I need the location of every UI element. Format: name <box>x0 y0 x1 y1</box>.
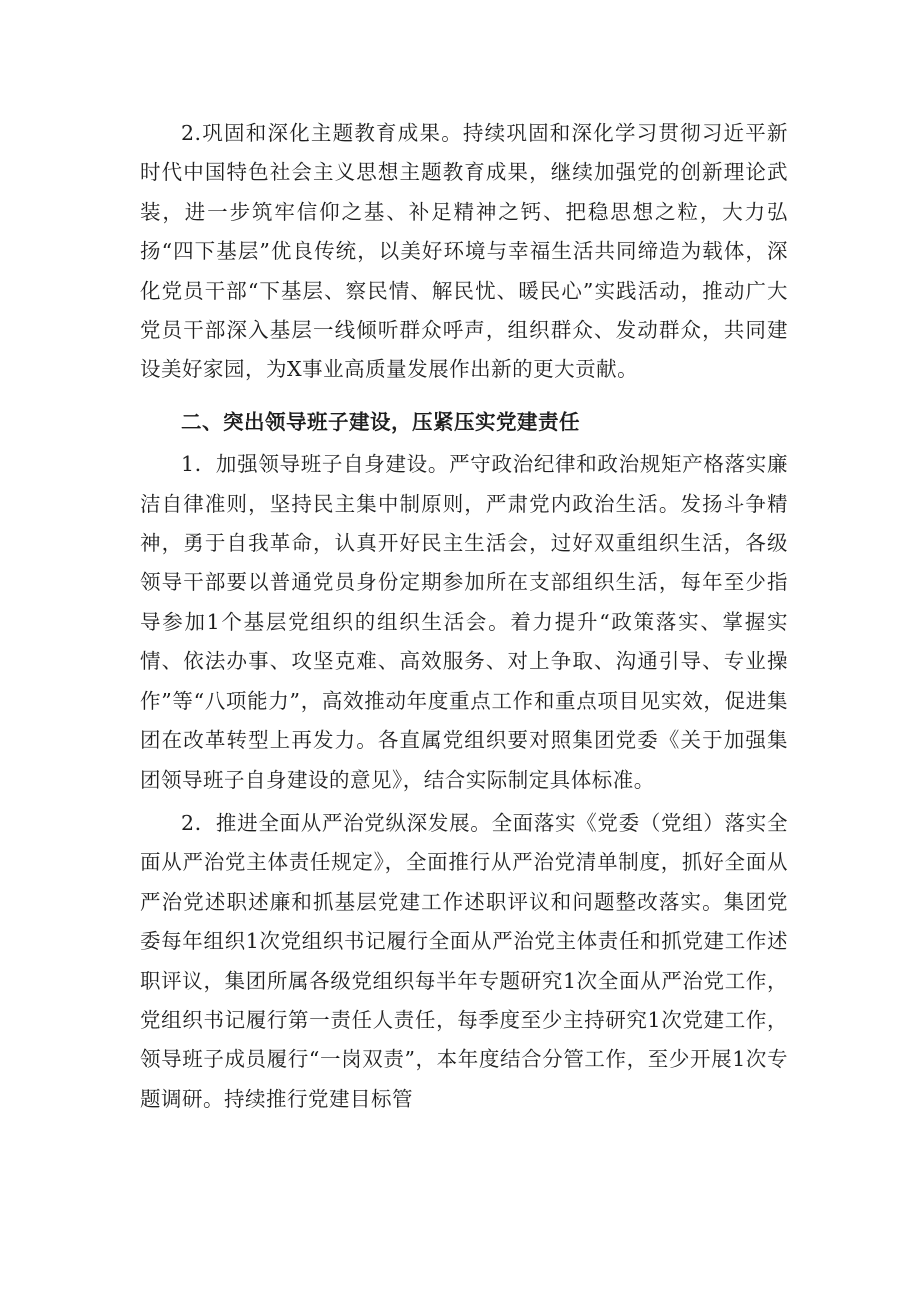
paragraph-leadership-building: 1．加强领导班子自身建设。严守政治纪律和政治规矩产格落实廉洁自律准则，坚持民主集中制原则，严肃党内政治生活。发扬斗争精神，勇于自我革命，认真开好民主生活会，过好双重组织生活，各级领导干部要以普通党员身份定期参加所在支部组织生活，每年至少指导参加1个基层党组织的组织生活会。着力提升“政策落实、掌握实情、依法办事、攻坚克难、高效服务、对上争取、沟通引导、专业操作”等“八项能力”，高效推动年度重点工作和重点项目见实效，促进集团在改革转型上再发力。各直属党组织要对照集团党委《关于加强集团领导班子自身建设的意见》，结合实际制定具体标准。 <box>140 452 788 792</box>
section-heading: 二、突出领导班子建设，压紧压实党建责任 <box>181 409 580 434</box>
paragraph-spacer <box>140 390 788 400</box>
paragraph-consolidate-education: 2.巩固和深化主题教育成果。持续巩固和深化学习贯彻习近平新时代中国特色社会主义思想主题教育成果，继续加强党的创新理论武装，进一步筑牢信仰之基、补足精神之钙、把稳思想之粒，大力弘扬“四下基层”优良传统，以美好环境与幸福生活共同缔造为载体，深化党员干部“下基层、察民情、解民忧、暖民心”实践活动，推动广大党员干部深入基层一线倾听群众呼声，组织群众、发动群众，共同建设美好家园，为X事业高质量发展作出新的更大贡献。 <box>140 121 788 382</box>
document-body <box>140 114 788 1119</box>
paragraph-strict-governance: 2．推进全面从严治党纵深发展。全面落实《党委（党组）落实全面从严治党主体责任规定》，全面推行从严治党清单制度，抓好全面从严治党述职述廉和抓基层党建工作述职评议和问题整改落实。集团党委每年组织1次党组织书记履行全面从严治党主体责任和抓党建工作述职评议，集团所属各级党组织每半年专题研究1次全面从严治党工作，党组织书记履行第一责任人责任，每季度至少主持研究1次党建工作，领导班子成员履行“一岗双责”，本年度结合分管工作，至少开展1次专题调研。持续推行党建目标管 <box>140 810 788 1111</box>
